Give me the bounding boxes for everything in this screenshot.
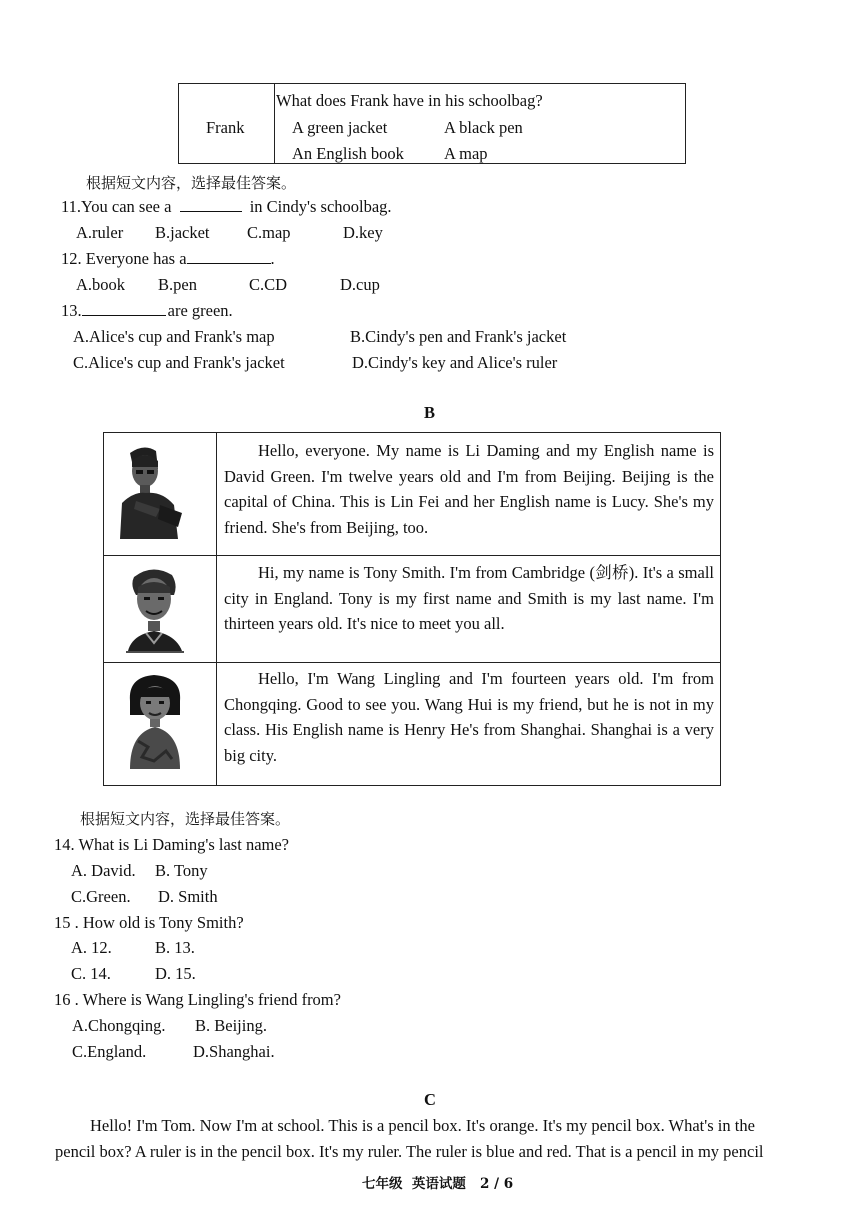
option: B. 13. bbox=[155, 938, 195, 957]
option: C.Green. bbox=[71, 887, 131, 906]
question-13 bbox=[61, 301, 233, 321]
section-c-heading: C bbox=[424, 1090, 436, 1109]
question-12-text: 12. Everyone has a bbox=[61, 249, 187, 268]
answer-blank bbox=[187, 249, 271, 264]
instruction-a: 根据短文内容，选择最佳答案。 bbox=[86, 174, 297, 192]
page-footer: 七年级 英语试题 2 / 6 bbox=[362, 1176, 514, 1192]
frank-item: An English book bbox=[292, 144, 404, 163]
option: A. 12. bbox=[71, 938, 112, 957]
option: D.Shanghai. bbox=[193, 1042, 275, 1061]
question-12-text-end: . bbox=[270, 249, 275, 268]
option: B. Tony bbox=[155, 861, 208, 880]
option: C.Alice's cup and Frank's jacket bbox=[73, 353, 285, 372]
frank-item: A map bbox=[444, 144, 488, 163]
option: B.Cindy's pen and Frank's jacket bbox=[350, 327, 567, 346]
frank-name: Frank bbox=[206, 118, 245, 137]
question-11 bbox=[61, 197, 392, 217]
option: A.Chongqing. bbox=[72, 1016, 166, 1035]
frank-item: A black pen bbox=[444, 118, 523, 137]
option: D.Cindy's key and Alice's ruler bbox=[352, 353, 558, 372]
option: A. David. bbox=[71, 861, 136, 880]
frank-name-cell bbox=[179, 84, 275, 163]
table-divider bbox=[104, 662, 720, 663]
question-13-text: 13. bbox=[61, 301, 82, 320]
table-divider bbox=[104, 555, 720, 556]
passage-c-line: Hello! I'm Tom. Now I'm at school. This is a pencil box. It's orange. It's my pencil box. What's in the bbox=[90, 1116, 755, 1135]
option: D. 15. bbox=[155, 964, 196, 983]
frank-info-table bbox=[178, 83, 686, 164]
question-16: 16 . Where is Wang Lingling's friend from? bbox=[54, 990, 341, 1009]
girl-portrait-image bbox=[122, 671, 188, 771]
option: A.ruler bbox=[76, 223, 124, 242]
question-14: 14. What is Li Daming's last name? bbox=[54, 835, 289, 854]
option: C.CD bbox=[249, 275, 288, 294]
option: B.jacket bbox=[155, 223, 210, 242]
table-divider bbox=[216, 433, 217, 785]
option: C.map bbox=[247, 223, 291, 242]
instruction-b: 根据短文内容，选择最佳答案。 bbox=[80, 810, 291, 828]
boy-portrait-image bbox=[124, 565, 186, 653]
option: B.pen bbox=[158, 275, 197, 294]
section-b-heading: B bbox=[424, 403, 436, 422]
frank-item: A green jacket bbox=[292, 118, 388, 137]
answer-blank bbox=[82, 301, 166, 316]
question-15: 15 . How old is Tony Smith? bbox=[54, 913, 244, 932]
passage-wang-lingling: Hello, I'm Wang Lingling and I'm fourteen years old. I'm from Chongqing. Good to see you. Wang Hui is my friend, but he is not in my class. His English name is Henry He's from Shanghai. Shanghai is a very big city. bbox=[224, 669, 714, 765]
passage-li-daming: Hello, everyone. My name is Li Daming and my English name is David Green. I'm twelve years old and I'm from Beijing. Beijing is the capital of China. This is Lin Fei and her English name is Lucy. She's my friend. She's from Beijing, too. bbox=[224, 441, 714, 537]
passage-tony-smith: Hi, my name is Tony Smith. I'm from Cambridge (剑桥). It's a small city in England. Tony is my first name and Smith is my last name. I'm thirteen years old. It's nice to meet you all. bbox=[224, 563, 714, 633]
option: C. 14. bbox=[71, 964, 111, 983]
boy-portrait-image bbox=[116, 443, 188, 543]
answer-blank bbox=[180, 197, 242, 212]
section-b-table bbox=[103, 432, 721, 786]
option: A.Alice's cup and Frank's map bbox=[73, 327, 275, 346]
frank-question: What does Frank have in his schoolbag? bbox=[276, 91, 543, 110]
passage-c-line: pencil box? A ruler is in the pencil box. It's my ruler. The ruler is blue and red. That is a pencil in my pencil bbox=[55, 1142, 764, 1161]
option: D.cup bbox=[340, 275, 380, 294]
question-11-text: 11.You can see a bbox=[61, 197, 172, 216]
option: D. Smith bbox=[158, 887, 218, 906]
question-12 bbox=[61, 249, 275, 269]
question-11-text-end: in Cindy's schoolbag. bbox=[249, 197, 392, 216]
option: A.book bbox=[76, 275, 126, 294]
question-13-text-end: are green. bbox=[167, 301, 233, 320]
option: C.England. bbox=[72, 1042, 147, 1061]
option: D.key bbox=[343, 223, 383, 242]
option: B. Beijing. bbox=[195, 1016, 267, 1035]
